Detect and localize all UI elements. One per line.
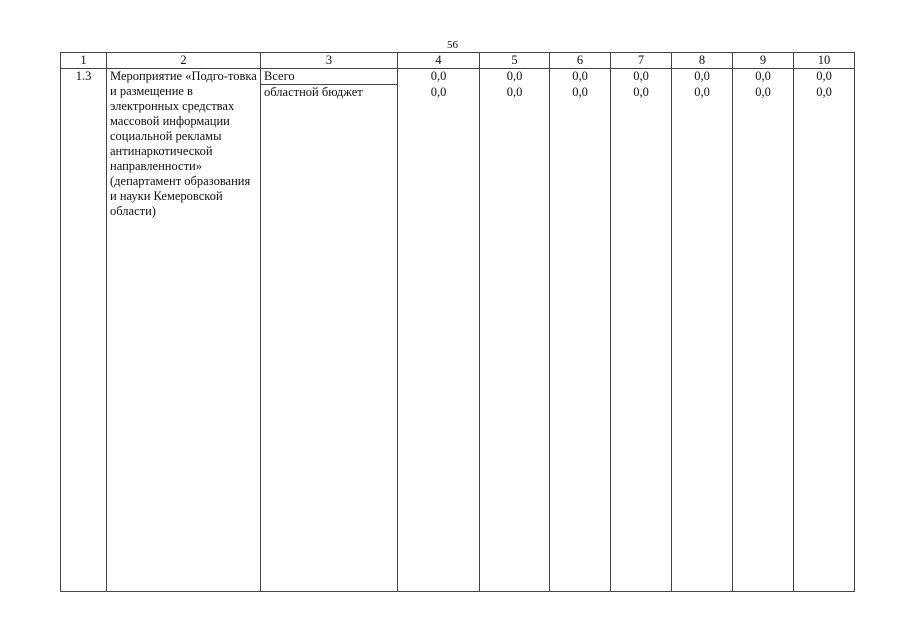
column-header: 5 [480, 53, 550, 69]
value-cell: 0,0 [794, 85, 855, 592]
page-number: 56 [447, 39, 458, 51]
value-cell: 0,0 [672, 85, 733, 592]
column-header: 10 [794, 53, 855, 69]
column-header: 6 [550, 53, 611, 69]
value-cell: 0,0 [672, 69, 733, 85]
column-header: 8 [672, 53, 733, 69]
value-cell: 0,0 [480, 85, 550, 592]
value-cell: 0,0 [480, 69, 550, 85]
column-header: 1 [61, 53, 107, 69]
column-header: 2 [107, 53, 261, 69]
column-header: 4 [398, 53, 480, 69]
budget-table [60, 52, 855, 592]
value-cell: 0,0 [794, 69, 855, 85]
value-cell: 0,0 [398, 69, 480, 85]
value-cell: 0,0 [550, 69, 611, 85]
value-cell: 0,0 [733, 85, 794, 592]
value-cell: 0,0 [733, 69, 794, 85]
source-label: областной бюджет [261, 85, 398, 592]
column-header: 9 [733, 53, 794, 69]
row-id: 1.3 [61, 69, 107, 592]
table-row [61, 69, 855, 85]
value-cell: 0,0 [611, 85, 672, 592]
column-header: 3 [261, 53, 398, 69]
value-cell: 0,0 [550, 85, 611, 592]
row-description: Мероприятие «Подго-товка и размещение в электронных средствах массовой информации социальной рекламы антинаркотической направленности» (департамент образования и науки Кемеровской области) [107, 69, 261, 592]
source-label: Всего [261, 69, 398, 85]
value-cell: 0,0 [398, 85, 480, 592]
value-cell: 0,0 [611, 69, 672, 85]
table-header-row [61, 53, 855, 69]
column-header: 7 [611, 53, 672, 69]
